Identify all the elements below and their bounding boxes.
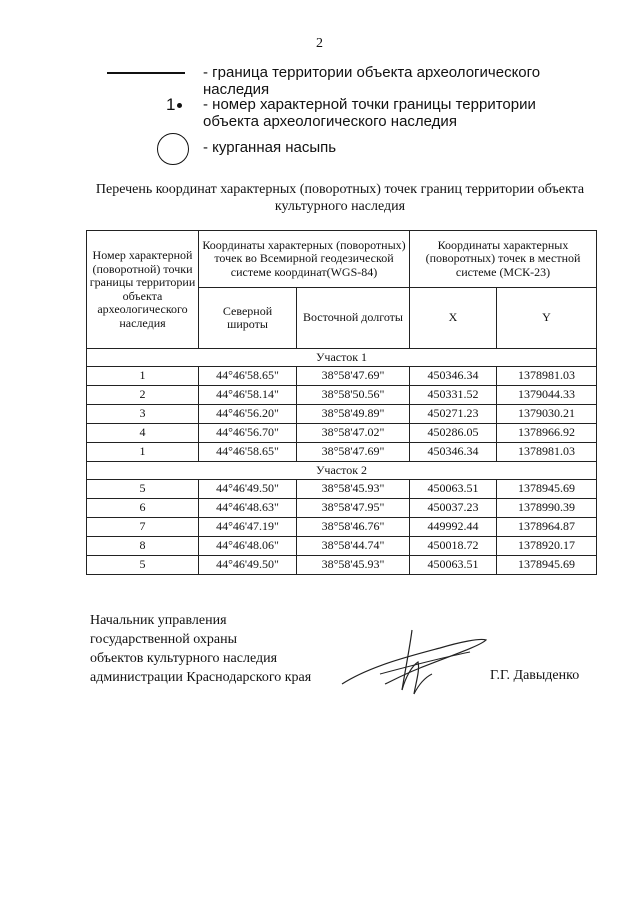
cell-x: 450286.05 — [410, 424, 497, 443]
cell-lat: 44°46'48.06" — [199, 537, 297, 556]
table-row — [87, 480, 597, 499]
header-local: Координаты характерных (поворотных) точек в местной системе (МСК-23) — [410, 231, 597, 288]
signature-line-4: администрации Краснодарского края — [90, 670, 312, 685]
list-title: Перечень координат характерных (поворотных) точек границ территории объекта культурного наследия — [95, 182, 585, 214]
section-row — [87, 462, 597, 480]
section-title: Участок 2 — [87, 462, 597, 480]
table-row — [87, 556, 597, 575]
handwritten-signature — [340, 626, 490, 706]
table-row — [87, 424, 597, 443]
cell-lat: 44°46'49.50" — [199, 480, 297, 499]
cell-y: 1378990.39 — [497, 499, 597, 518]
page-number: 2 — [316, 36, 323, 51]
cell-x: 450331.52 — [410, 386, 497, 405]
cell-y: 1378981.03 — [497, 443, 597, 462]
point-dot-icon — [177, 103, 182, 108]
signature-line-3: объектов культурного наследия — [90, 651, 278, 666]
cell-n: 2 — [87, 386, 199, 405]
cell-lon: 38°58'49.89" — [297, 405, 410, 424]
table-row — [87, 499, 597, 518]
header-north: Северной широты — [199, 288, 297, 349]
cell-y: 1378964.87 — [497, 518, 597, 537]
mound-circle-icon — [157, 133, 189, 165]
cell-lat: 44°46'48.63" — [199, 499, 297, 518]
cell-x: 450346.34 — [410, 443, 497, 462]
cell-lon: 38°58'47.95" — [297, 499, 410, 518]
section-row — [87, 349, 597, 367]
section-title: Участок 1 — [87, 349, 597, 367]
cell-lon: 38°58'47.02" — [297, 424, 410, 443]
header-point-number: Номер характерной (поворотной) точки границы территории объекта археологического наследия — [87, 231, 199, 349]
cell-n: 3 — [87, 405, 199, 424]
legend-boundary-text: - граница территории объекта археологического наследия — [203, 64, 541, 98]
cell-y: 1379044.33 — [497, 386, 597, 405]
cell-n: 6 — [87, 499, 199, 518]
cell-y: 1378945.69 — [497, 480, 597, 499]
cell-y: 1378945.69 — [497, 556, 597, 575]
cell-lon: 38°58'47.69" — [297, 367, 410, 386]
cell-lat: 44°46'58.65" — [199, 443, 297, 462]
cell-lon: 38°58'46.76" — [297, 518, 410, 537]
cell-lon: 38°58'47.69" — [297, 443, 410, 462]
cell-n: 4 — [87, 424, 199, 443]
cell-y: 1379030.21 — [497, 405, 597, 424]
coordinates-table — [86, 230, 597, 575]
signature-title — [90, 611, 350, 687]
point-marker-label: 1 — [166, 95, 176, 114]
cell-lon: 38°58'45.93" — [297, 480, 410, 499]
header-x: X — [410, 288, 497, 349]
cell-y: 1378966.92 — [497, 424, 597, 443]
cell-lat: 44°46'58.65" — [199, 367, 297, 386]
signer-name: Г.Г. Давыденко — [490, 668, 580, 683]
cell-y: 1378981.03 — [497, 367, 597, 386]
cell-x: 450018.72 — [410, 537, 497, 556]
table-row — [87, 537, 597, 556]
signature-line-1: Начальник управления — [90, 613, 227, 628]
cell-lon: 38°58'50.56" — [297, 386, 410, 405]
cell-lat: 44°46'56.70" — [199, 424, 297, 443]
cell-n: 7 — [87, 518, 199, 537]
header-y: Y — [497, 288, 597, 349]
table-row — [87, 386, 597, 405]
legend-point-text: - номер характерной точки границы территории объекта археологического наследия — [203, 96, 536, 130]
cell-n: 5 — [87, 556, 199, 575]
cell-lat: 44°46'47.19" — [199, 518, 297, 537]
table-row — [87, 518, 597, 537]
signature-line-2: государственной охраны — [90, 632, 238, 647]
cell-x: 449992.44 — [410, 518, 497, 537]
cell-lon: 38°58'44.74" — [297, 537, 410, 556]
cell-x: 450063.51 — [410, 480, 497, 499]
cell-x: 450063.51 — [410, 556, 497, 575]
cell-x: 450346.34 — [410, 367, 497, 386]
cell-lat: 44°46'56.20" — [199, 405, 297, 424]
table-row — [87, 443, 597, 462]
table-row — [87, 367, 597, 386]
cell-y: 1378920.17 — [497, 537, 597, 556]
cell-lon: 38°58'45.93" — [297, 556, 410, 575]
cell-x: 450271.23 — [410, 405, 497, 424]
table-row — [87, 405, 597, 424]
cell-n: 1 — [87, 443, 199, 462]
header-wgs: Координаты характерных (поворотных) точек во Всемирной геодезической системе координат(WGS-84) — [199, 231, 410, 288]
legend-mound-text: - курганная насыпь — [203, 139, 337, 156]
boundary-line-icon — [107, 72, 185, 74]
cell-lat: 44°46'49.50" — [199, 556, 297, 575]
cell-x: 450037.23 — [410, 499, 497, 518]
cell-lat: 44°46'58.14" — [199, 386, 297, 405]
point-marker-icon — [166, 96, 182, 113]
header-east: Восточной долготы — [297, 288, 410, 349]
cell-n: 1 — [87, 367, 199, 386]
cell-n: 8 — [87, 537, 199, 556]
cell-n: 5 — [87, 480, 199, 499]
